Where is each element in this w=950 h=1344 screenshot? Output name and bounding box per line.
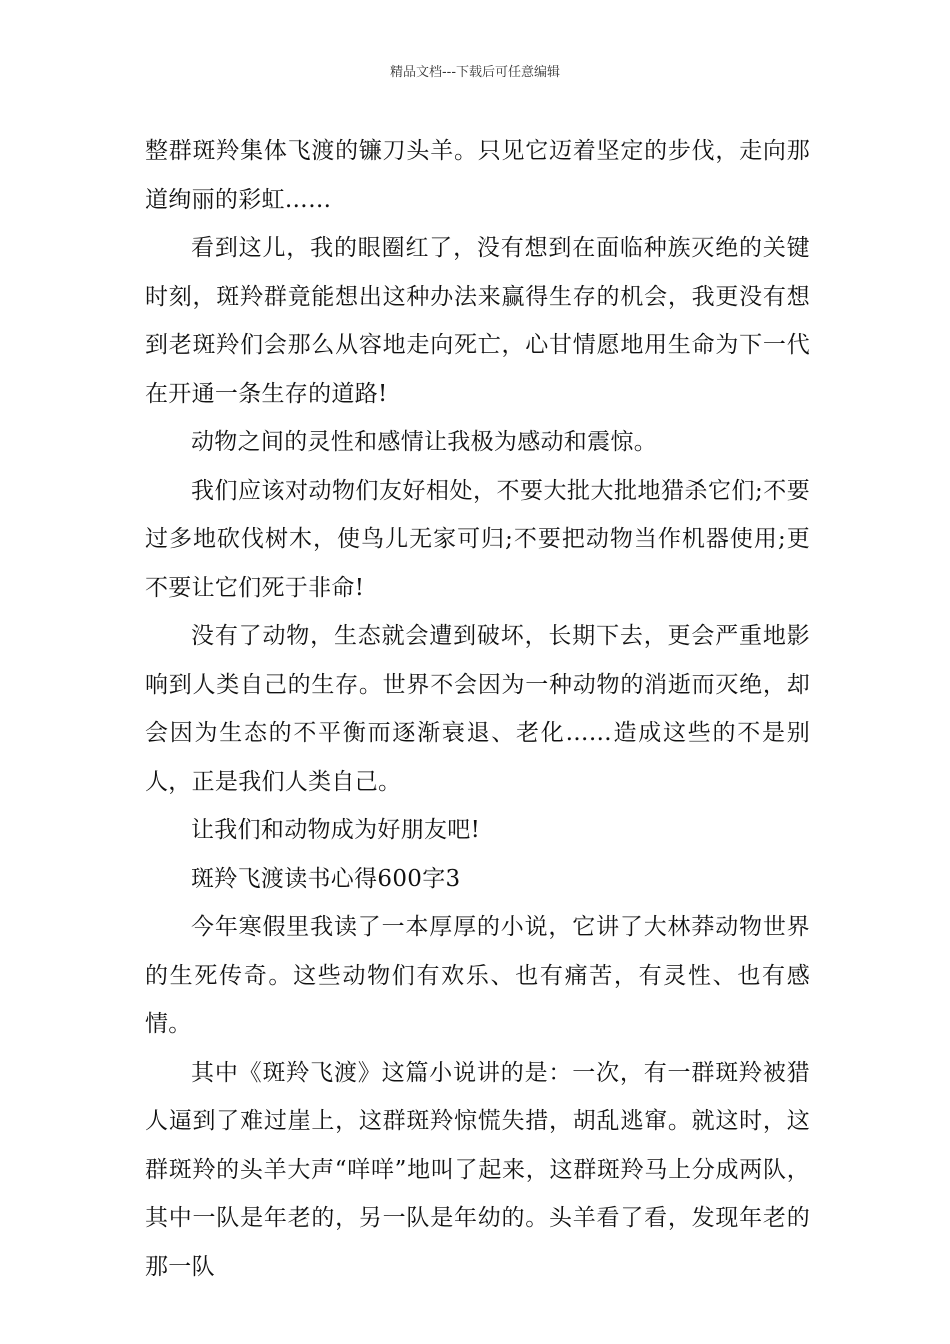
- paragraph-7: 今年寒假里我读了一本厚厚的小说，它讲了大林莽动物世界的生死传奇。这些动物们有欢乐、也有痛苦，有灵性、也有感情。: [145, 914, 810, 1037]
- paragraph-2: 看到这儿，我的眼圈红了，没有想到在面临种族灭绝的关键时刻，斑羚群竟能想出这种办法来赢得生存的机会，我更没有想到老斑羚们会那么从容地走向死亡，心甘情愿地用生命为下一代在开通一条生存的道路!: [145, 235, 810, 407]
- section-heading: 斑羚飞渡读书心得600字3: [191, 865, 461, 892]
- paragraph-3: 动物之间的灵性和感情让我极为感动和震惊。: [191, 429, 657, 455]
- page-header: 精品文档---下载后可任意编辑: [389, 65, 561, 80]
- document-body: [145, 127, 810, 1291]
- paragraph-1: 整群斑羚集体飞渡的镰刀头羊。只见它迈着坚定的步伐，走向那道绚丽的彩虹……: [145, 138, 810, 213]
- paragraph-8: 其中《斑羚飞渡》这篇小说讲的是：一次，有一群斑羚被猎人逼到了难过崖上，这群斑羚惊慌失措，胡乱逃窜。就这时，这群斑羚的头羊大声“咩咩”地叫了起来，这群斑羚马上分成两队，其中一队是年老的，另一队是年幼的。头羊看了看，发现年老的那一队: [145, 1059, 810, 1280]
- paragraph-4: 我们应该对动物们友好相处，不要大批大批地猎杀它们;不要过多地砍伐树木，使鸟儿无家可归;不要把动物当作机器使用;更不要让它们死于非命!: [145, 477, 810, 601]
- paragraph-5: 没有了动物，生态就会遭到破坏，长期下去，更会严重地影响到人类自己的生存。世界不会因为一种动物的消逝而灭绝，却会因为生态的不平衡而逐渐衰退、老化……造成这些的不是别人，正是我们人类自己。: [145, 623, 810, 795]
- paragraph-6: 让我们和动物成为好朋友吧!: [191, 817, 481, 843]
